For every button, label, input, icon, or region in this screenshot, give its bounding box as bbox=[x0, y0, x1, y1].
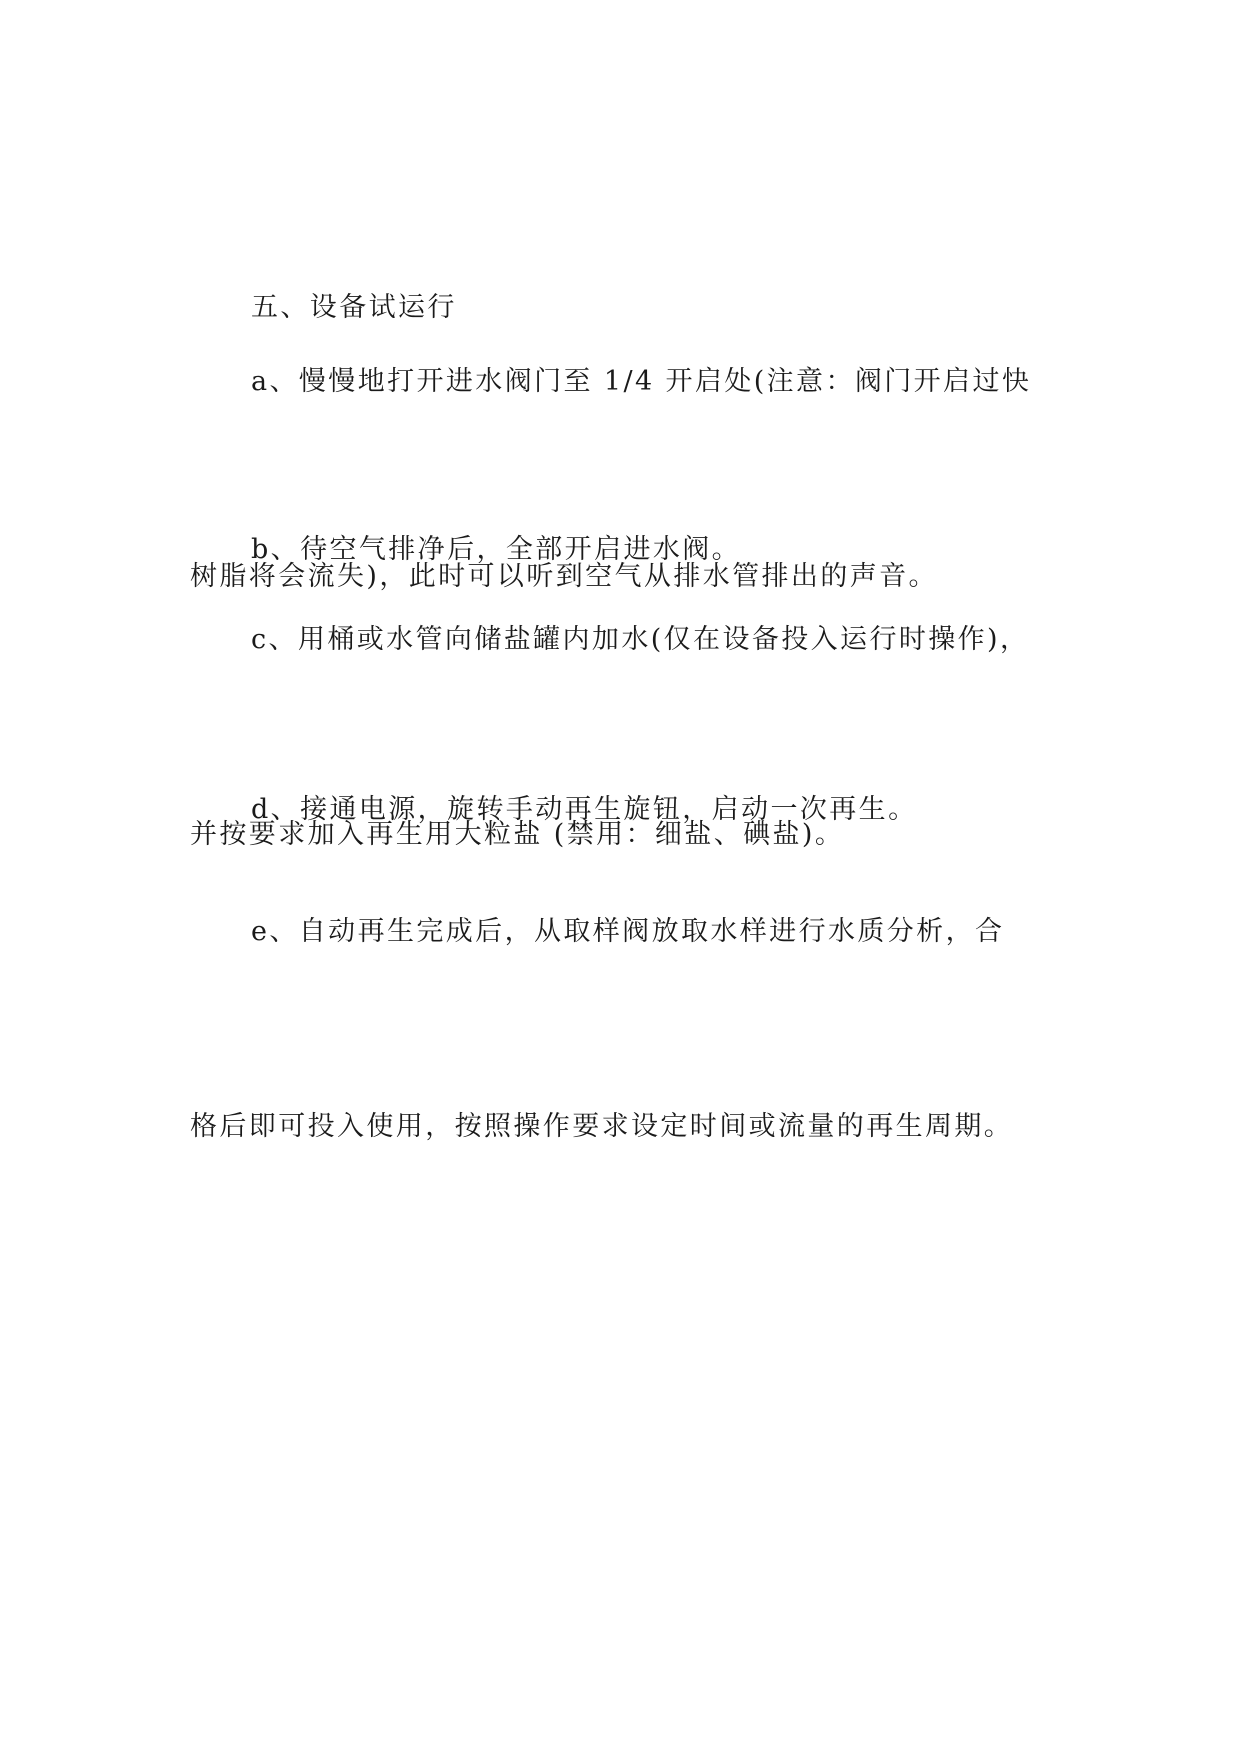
paragraph-d-line-1: d、接通电源，旋转手动再生旋钮，启动一次再生。 bbox=[251, 794, 918, 825]
paragraph-e-line-2: 格后即可投入使用，按照操作要求设定时间或流量的再生周期。 bbox=[190, 1111, 1014, 1142]
heading-text: 五、设备试运行 bbox=[251, 292, 457, 323]
paragraph-c-line-2: 并按要求加入再生用大粒盐 (禁用：细盐、碘盐)。 bbox=[190, 819, 845, 850]
paragraph-c-line-1: c、用桶或水管向储盐罐内加水(仅在设备投入运行时操作)， bbox=[251, 624, 1030, 655]
paragraph-a-line-2: 树脂将会流失)，此时可以听到空气从排水管排出的声音。 bbox=[190, 561, 938, 592]
paragraph-e-line-1: e、自动再生完成后，从取样阀放取水样进行水质分析，合 bbox=[251, 916, 1005, 947]
paragraph-a-line-1: a、慢慢地打开进水阀门至 1/4 开启处(注意：阀门开启过快 bbox=[251, 366, 1032, 397]
paragraph-e bbox=[190, 769, 1052, 1289]
paragraph-b-line-1: b、待空气排净后，全部开启进水阀。 bbox=[251, 534, 742, 565]
